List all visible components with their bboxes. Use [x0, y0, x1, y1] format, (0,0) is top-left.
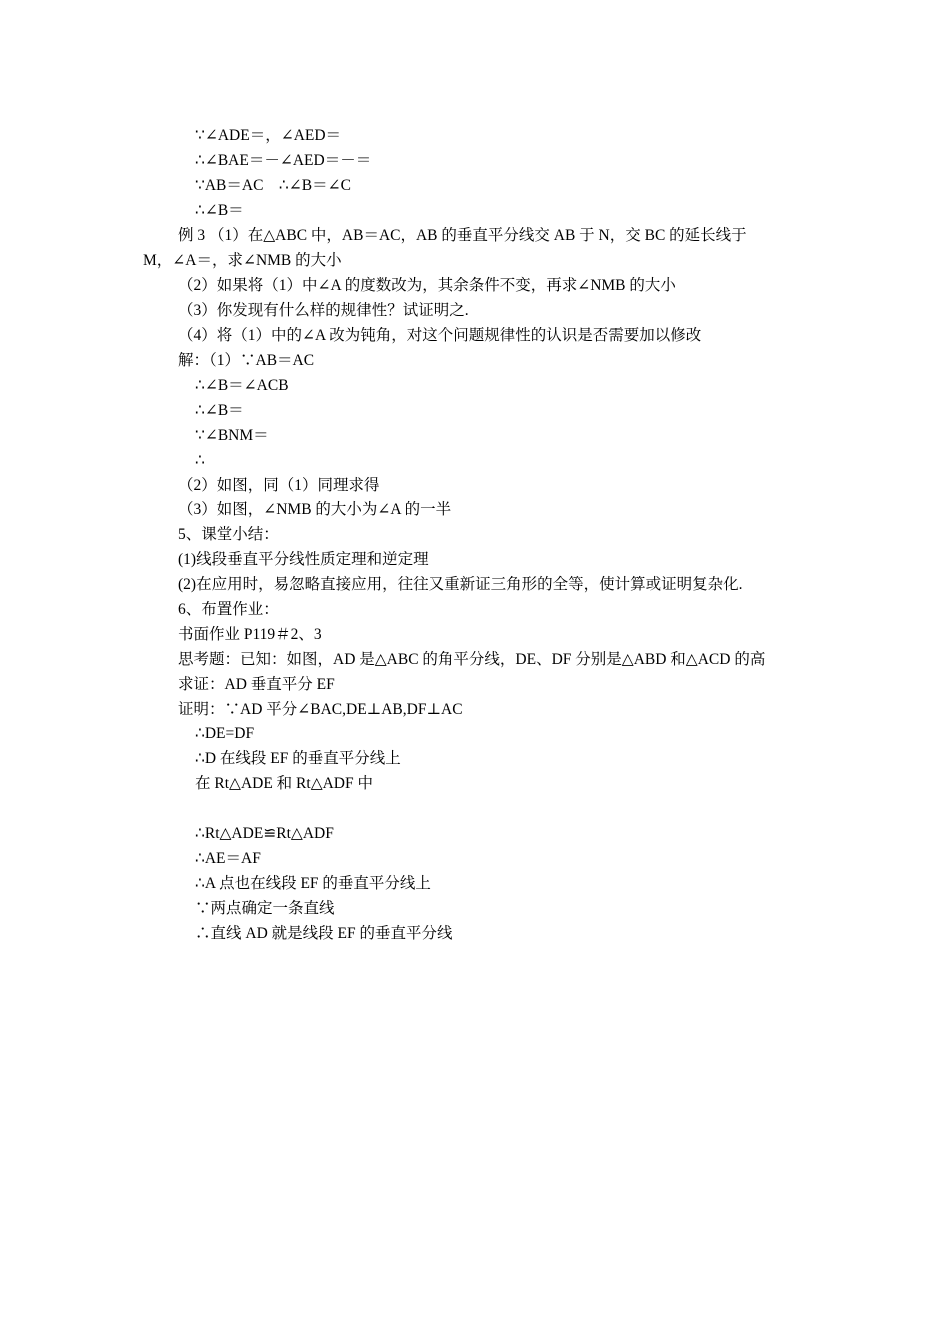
prove-statement: 求证：AD 垂直平分 EF: [178, 676, 335, 693]
proof-step-7: ∵两点确定一条直线: [195, 900, 335, 917]
solution-part-3: （3）如图，∠NMB 的大小为∠A 的一半: [178, 501, 452, 518]
proof-step-2: ∴D 在线段 EF 的垂直平分线上: [195, 750, 401, 767]
thinking-question: 思考题：已知：如图，AD 是△ABC 的角平分线，DE、DF 分别是△ABD 和△ACD 的高: [178, 651, 766, 668]
proof-line-4: ∴∠B＝: [195, 202, 244, 219]
section-homework-heading: 6、布置作业：: [178, 601, 279, 618]
proof-step-6: ∴A 点也在线段 EF 的垂直平分线上: [195, 875, 431, 892]
proof-line-3: ∵AB＝AC ∴∠B＝∠C: [195, 177, 351, 194]
proof-step-4: ∴Rt△ADE≌Rt△ADF: [195, 825, 334, 842]
example-3-part-3: （3）你发现有什么样的规律性？试证明之.: [178, 302, 469, 319]
solution-line-2: ∴∠B＝: [195, 402, 244, 419]
solution-line-3: ∵∠BNM＝: [195, 427, 269, 444]
proof-step-3: 在 Rt△ADE 和 Rt△ADF 中: [195, 775, 373, 792]
proof-step-5: ∴AE＝AF: [195, 850, 261, 867]
proof-step-1: ∴DE=DF: [195, 725, 255, 742]
summary-item-2: (2)在应用时，易忽略直接应用，往往又重新证三角形的全等，使计算或证明复杂化.: [178, 576, 743, 593]
summary-item-1: (1)线段垂直平分线性质定理和逆定理: [178, 551, 429, 568]
example-3-part-4: （4）将（1）中的∠A 改为钝角，对这个问题规律性的认识是否需要加以修改: [178, 327, 702, 344]
example-3-part-2: （2）如果将（1）中∠A 的度数改为，其余条件不变，再求∠NMB 的大小: [178, 277, 676, 294]
solution-line-1: ∴∠B＝∠ACB: [195, 377, 289, 394]
example-3-line-1: 例 3 （1）在△ABC 中，AB＝AC，AB 的垂直平分线交 AB 于 N，交 BC 的延长线于: [178, 227, 747, 244]
proof-line-1: ∵∠ADE＝，∠AED＝: [195, 127, 342, 144]
section-summary-heading: 5、课堂小结：: [178, 526, 279, 543]
solution-heading: 解：（1）∵AB＝AC: [178, 352, 315, 369]
homework-written: 书面作业 P119＃2、3: [178, 626, 322, 643]
proof-conclusion: ∴直线 AD 就是线段 EF 的垂直平分线: [195, 925, 453, 942]
solution-part-2: （2）如图，同（1）同理求得: [178, 477, 380, 494]
proof-line-2: ∴∠BAE＝－∠AED＝－＝: [195, 152, 372, 169]
example-3-line-2: M，∠A＝，求∠NMB 的大小: [143, 252, 342, 269]
solution-line-4: ∴: [195, 452, 205, 469]
proof-heading: 证明：∵AD 平分∠BAC,DE⊥AB,DF⊥AC: [178, 701, 463, 718]
